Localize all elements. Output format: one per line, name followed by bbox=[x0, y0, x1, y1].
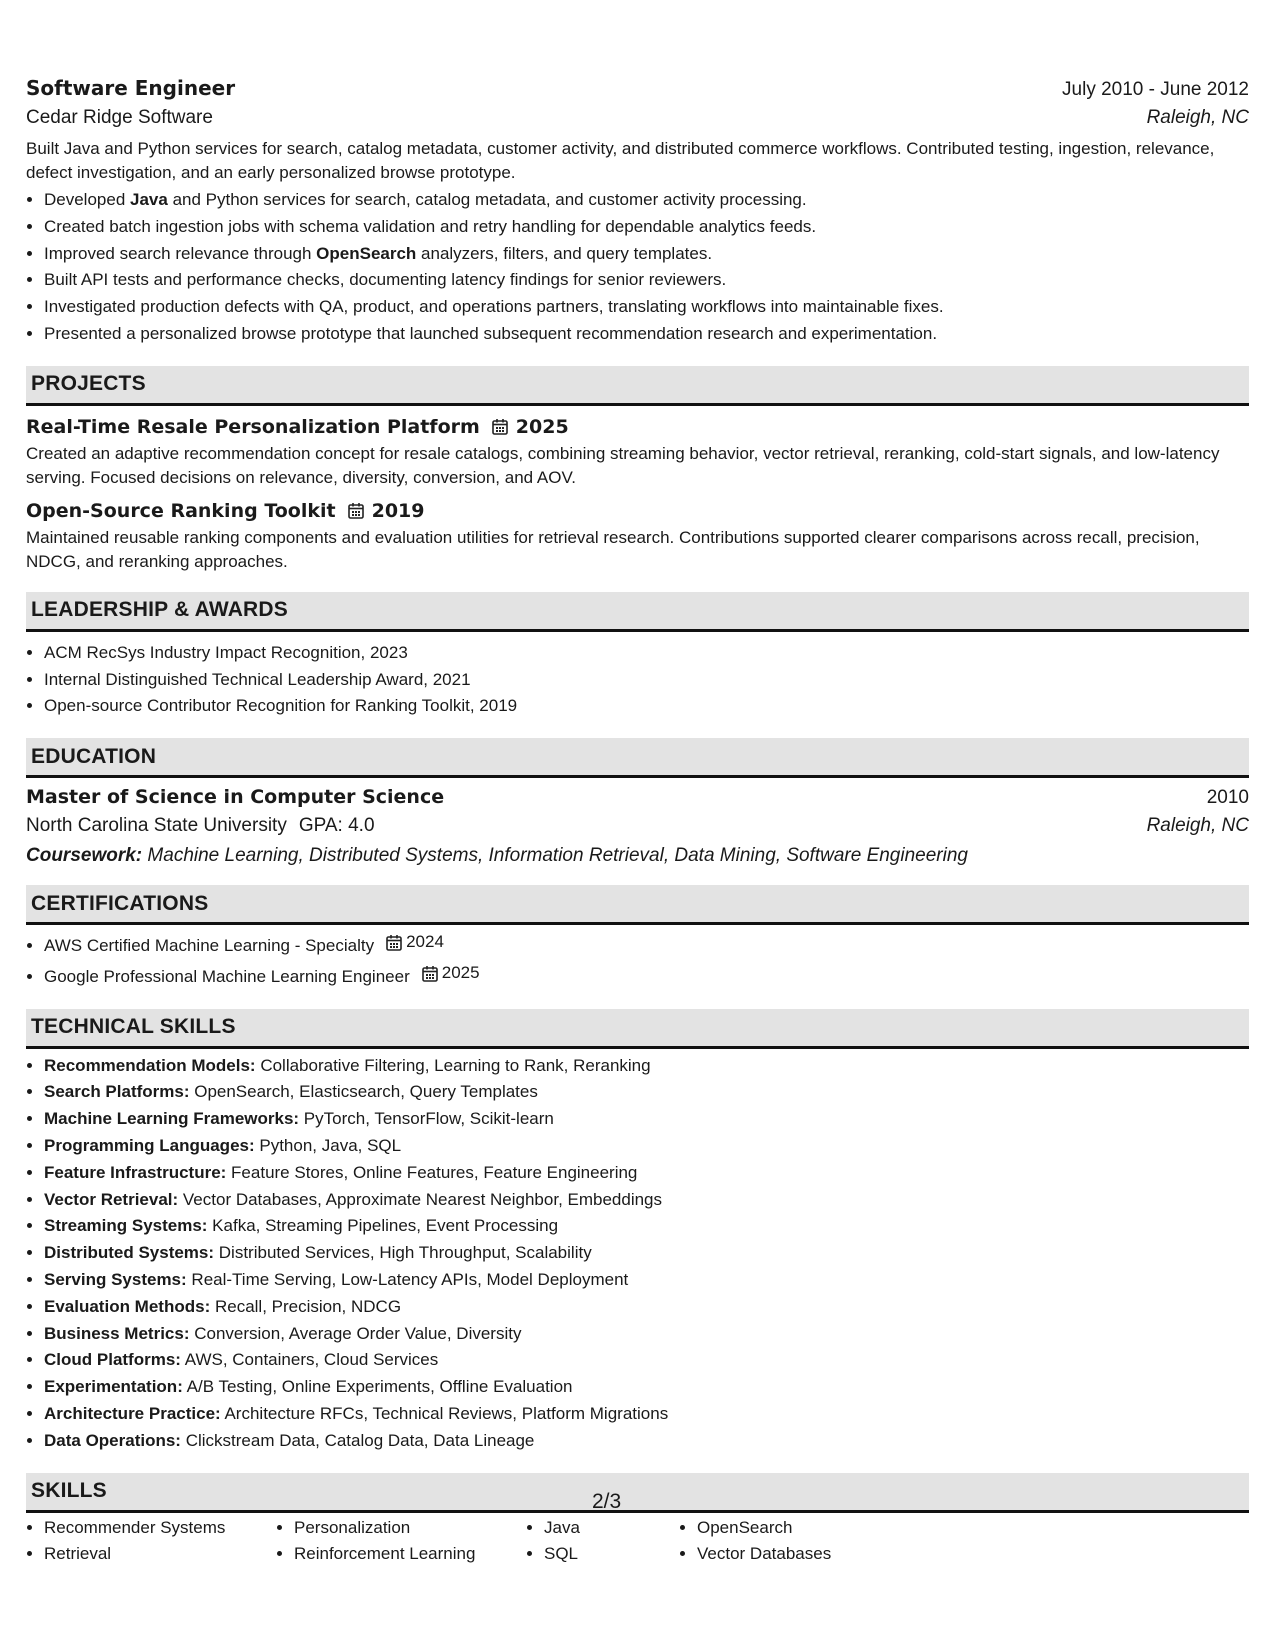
cert-year: 2025 bbox=[441, 962, 480, 982]
list-item: • Architecture Practice: Architecture RFCs, Technical Reviews, Platform Migrations bbox=[44, 1401, 1249, 1428]
calendar-icon bbox=[348, 502, 364, 519]
education-header bbox=[26, 786, 1249, 809]
project-title: Open-Source Ranking Toolkit 2019 bbox=[26, 499, 425, 522]
list-item: • Recommendation Models: Collaborative Filtering, Learning to Rank, Reranking bbox=[44, 1053, 1249, 1080]
list-item: • Open-source Contributor Recognition for Ranking Toolkit, 2019 bbox=[44, 693, 1249, 720]
list-item: • Vector Databases bbox=[697, 1541, 897, 1568]
list-item: • Streaming Systems: Kafka, Streaming Pipelines, Event Processing bbox=[44, 1213, 1249, 1240]
skills-column bbox=[679, 1515, 897, 1569]
list-item: • Investigated production defects with QA, product, and operations partners, translating workflows into maintainable fixes. bbox=[44, 294, 1249, 321]
section-heading-certifications: CERTIFICATIONS bbox=[26, 885, 1249, 925]
list-item: • Machine Learning Frameworks: PyTorch, TensorFlow, Scikit-learn bbox=[44, 1106, 1249, 1133]
list-item: • Evaluation Methods: Recall, Precision, NDCG bbox=[44, 1294, 1249, 1321]
job-location: Raleigh, NC bbox=[1146, 107, 1249, 128]
list-item: • Personalization bbox=[294, 1515, 526, 1542]
list-item bbox=[44, 960, 1249, 991]
school-name: North Carolina State University bbox=[26, 815, 287, 837]
list-item: • Business Metrics: Conversion, Average Order Value, Diversity bbox=[44, 1321, 1249, 1348]
list-item: • Feature Infrastructure: Feature Stores, Online Features, Feature Engineering bbox=[44, 1160, 1249, 1187]
job-summary: Built Java and Python services for search, catalog metadata, customer activity, and distributed commerce workflows. Contributed testing, ingestion, relevance, defect investigation, and an early personalized browse prototype. bbox=[26, 139, 1215, 182]
company-row bbox=[26, 107, 1249, 129]
certifications-list bbox=[26, 929, 1249, 990]
list-item: • Created batch ingestion jobs with schema validation and retry handling for dependable analytics feeds. bbox=[44, 214, 1249, 241]
skills-column bbox=[26, 1515, 276, 1569]
calendar-icon bbox=[386, 934, 402, 951]
job-dates: July 2010 - June 2012 bbox=[1062, 79, 1249, 100]
list-item: • Developed Java and Python services for search, catalog metadata, and customer activity processing. bbox=[44, 187, 1249, 214]
list-item: • Built API tests and performance checks, documenting latency findings for senior reviewers. bbox=[44, 267, 1249, 294]
school-location: Raleigh, NC bbox=[1146, 815, 1249, 837]
list-item bbox=[44, 929, 1249, 960]
list-item: • Distributed Systems: Distributed Services, High Throughput, Scalability bbox=[44, 1240, 1249, 1267]
page-number: 2/3 bbox=[592, 1490, 622, 1513]
skills-grid bbox=[26, 1515, 1249, 1569]
section-heading-projects: PROJECTS bbox=[26, 366, 1249, 406]
school-row bbox=[26, 815, 1249, 837]
list-item: • Experimentation: A/B Testing, Online Experiments, Offline Evaluation bbox=[44, 1374, 1249, 1401]
list-item: • Cloud Platforms: AWS, Containers, Cloud Services bbox=[44, 1347, 1249, 1374]
list-item: • Vector Retrieval: Vector Databases, Approximate Nearest Neighbor, Embeddings bbox=[44, 1187, 1249, 1214]
calendar-icon bbox=[492, 418, 508, 435]
project-year: 2019 bbox=[371, 499, 425, 522]
experience-header bbox=[26, 76, 1249, 101]
list-item: • Reinforcement Learning bbox=[294, 1541, 526, 1568]
coursework: Coursework: Machine Learning, Distributed Systems, Information Retrieval, Data Mining, Software Engineering bbox=[26, 845, 968, 867]
project-title: Real-Time Resale Personalization Platform 2025 bbox=[26, 415, 569, 438]
section-heading-technical-skills: TECHNICAL SKILLS bbox=[26, 1009, 1249, 1049]
list-item: • Java bbox=[544, 1515, 679, 1542]
awards-list bbox=[26, 640, 1249, 720]
list-item: • Programming Languages: Python, Java, SQL bbox=[44, 1133, 1249, 1160]
gpa: GPA: 4.0 bbox=[298, 815, 375, 837]
graduation-year: 2010 bbox=[1206, 787, 1249, 809]
list-item: • Serving Systems: Real-Time Serving, Low-Latency APIs, Model Deployment bbox=[44, 1267, 1249, 1294]
skills-column bbox=[276, 1515, 526, 1569]
list-item: • Presented a personalized browse prototype that launched subsequent recommendation research and experimentation. bbox=[44, 321, 1249, 348]
section-heading-skills: SKILLS bbox=[26, 1473, 1249, 1513]
technical-skills-list bbox=[26, 1053, 1249, 1455]
list-item: • Retrieval bbox=[44, 1541, 276, 1568]
cert-name: Google Professional Machine Learning Engineer bbox=[44, 966, 410, 986]
cert-name: AWS Certified Machine Learning - Specialty bbox=[44, 936, 375, 956]
project-description: Maintained reusable ranking components and evaluation utilities for retrieval research. Contributions supported clearer comparisons across recall, precision, NDCG, and reranking approaches. bbox=[26, 527, 1200, 571]
project-year: 2025 bbox=[515, 415, 569, 438]
list-item: • Data Operations: Clickstream Data, Catalog Data, Data Lineage bbox=[44, 1428, 1249, 1455]
list-item: • Recommender Systems bbox=[44, 1515, 276, 1542]
calendar-icon bbox=[422, 965, 438, 982]
list-item: • Internal Distinguished Technical Leadership Award, 2021 bbox=[44, 667, 1249, 694]
list-item: • OpenSearch bbox=[697, 1515, 897, 1542]
list-item: • Improved search relevance through OpenSearch analyzers, filters, and query templates. bbox=[44, 241, 1249, 268]
list-item: • SQL bbox=[544, 1541, 679, 1568]
skills-column bbox=[526, 1515, 679, 1569]
cert-year: 2024 bbox=[406, 932, 444, 952]
list-item: • Search Platforms: OpenSearch, Elasticsearch, Query Templates bbox=[44, 1079, 1249, 1106]
project-description: Created an adaptive recommendation concept for resale catalogs, combining streaming behavior, vector retrieval, reranking, cold-start signals, and low-latency serving. Focused decisions on relevance, diversity, conversion, and AOV. bbox=[26, 443, 1220, 487]
section-heading-leadership: LEADERSHIP & AWARDS bbox=[26, 592, 1249, 632]
job-bullets bbox=[26, 187, 1249, 348]
list-item: • ACM RecSys Industry Impact Recognition, 2023 bbox=[44, 640, 1249, 667]
company-name: Cedar Ridge Software bbox=[26, 107, 213, 128]
degree-title: Master of Science in Computer Science bbox=[26, 786, 445, 809]
section-heading-education: EDUCATION bbox=[26, 738, 1249, 778]
job-title: Software Engineer bbox=[26, 76, 236, 100]
resume-page bbox=[26, 76, 1249, 1568]
